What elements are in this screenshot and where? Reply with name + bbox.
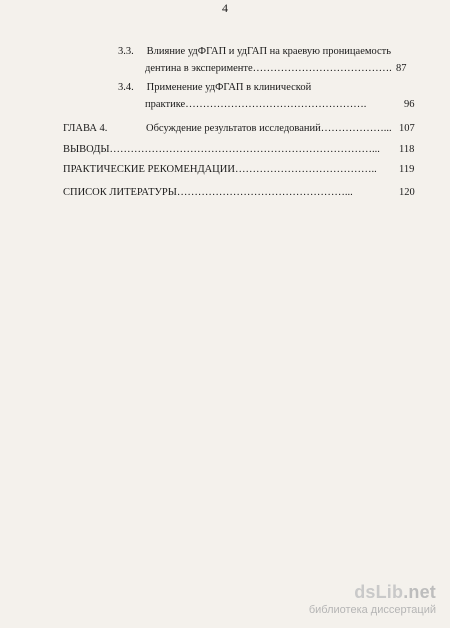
watermark-subtitle: библиотека диссертаций — [308, 604, 436, 616]
toc-entry-title: Применение удФГАП в клинической — [146, 82, 312, 93]
watermark-logo-suffix: .net — [403, 582, 436, 602]
toc-entry-title: ВЫВОДЫ — [63, 144, 110, 155]
toc-leader-dots: …………………………………. — [252, 63, 392, 74]
toc-leader-dots: …………………………………………... — [176, 187, 353, 198]
toc-leader-dots: ………………... — [320, 123, 392, 134]
toc-leader-dots: …………………………………………………………………... — [109, 144, 380, 155]
toc-entry-3-3-cont — [145, 62, 419, 75]
toc-entry-title: СПИСОК ЛИТЕРАТУРЫ — [63, 187, 177, 198]
watermark-logo-main: dsLib — [354, 582, 404, 602]
toc-entry-title: Влияние удФГАП и удГАП на краевую проницаемость — [146, 46, 392, 57]
toc-page-number: 96 — [404, 99, 415, 110]
toc-entry-number: 3.4. — [118, 82, 134, 93]
toc-entry-conclusions — [63, 143, 419, 156]
toc-entry-recommendations — [63, 163, 419, 176]
toc-page-number: 119 — [399, 164, 415, 175]
watermark-logo — [354, 582, 436, 603]
toc-entry-number: 3.3. — [118, 46, 134, 57]
toc-entry-number: ГЛАВА 4. — [63, 123, 108, 134]
toc-page-number: 87 — [396, 63, 407, 74]
toc-entry-references — [63, 186, 419, 199]
toc-entry-title: Обсуждение результатов исследований — [146, 123, 321, 134]
toc-entry-title: практике — [145, 99, 186, 110]
toc-entry-3-4-cont — [145, 98, 419, 111]
toc-entry-3-3 — [118, 45, 391, 58]
toc-entry-3-4 — [118, 81, 311, 94]
toc-entry-chapter-4 — [63, 122, 419, 135]
toc-entry-title: ПРАКТИЧЕСКИЕ РЕКОМЕНДАЦИИ — [63, 164, 235, 175]
toc-page-number: 118 — [399, 144, 415, 155]
page-number: 4 — [222, 1, 228, 15]
site-watermark — [308, 582, 444, 622]
toc-page-number: 107 — [399, 123, 415, 134]
toc-page-number: 120 — [399, 187, 415, 198]
toc-leader-dots: ………………………………….. — [234, 164, 377, 175]
toc-entry-title: дентина в эксперименте — [145, 63, 253, 74]
toc-leader-dots: ……………………………………………. — [185, 99, 367, 110]
